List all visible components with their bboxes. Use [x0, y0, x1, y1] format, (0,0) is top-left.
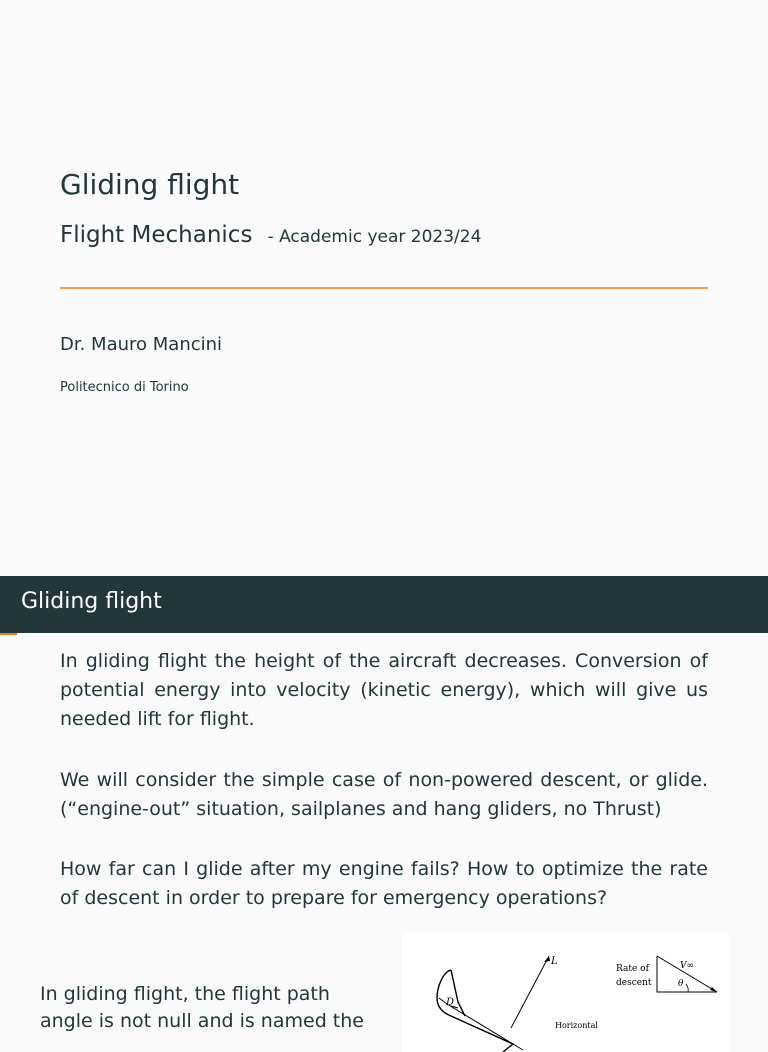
- column-text-flight-path-angle: In gliding flight, the flight path angle is not null and is named the: [40, 983, 364, 1032]
- lift-arrowhead: [544, 956, 550, 962]
- paragraph-non-powered-descent: We will consider the simple case of non-powered descent, or glide. (“engine-out” situation, sailplanes and hang gliders, no Thrust): [60, 769, 708, 820]
- rate-label-2: descent: [616, 978, 652, 988]
- theta-label: θ: [678, 979, 684, 989]
- academic-year: - Academic year 2023/24: [267, 227, 482, 247]
- presentation-title: Gliding flight: [60, 168, 240, 201]
- theta-arc: [686, 984, 688, 992]
- presentation-subtitle: Flight Mechanics: [60, 222, 253, 248]
- velocity-label: V∞: [680, 961, 694, 971]
- frame-title-bar: [0, 576, 768, 633]
- content-slide: [0, 576, 768, 1032]
- institute-name: Politecnico di Torino: [60, 380, 189, 395]
- subtitle-row: [60, 222, 481, 248]
- drag-label: D: [446, 997, 455, 1008]
- paragraph-energy-conversion: In gliding flight the height of the aircraft decreases. Conversion of potential energy into velocity (kinetic energy), which will give us needed lift for flight.: [60, 650, 708, 730]
- velocity-arrowhead: [710, 987, 717, 992]
- title-separator-rule: [60, 287, 708, 289]
- rate-label-1: Rate of: [616, 964, 649, 974]
- author-name: Dr. Mauro Mancini: [60, 334, 223, 355]
- horizontal-label: Horizontal: [555, 1021, 598, 1030]
- progress-bar: [0, 633, 17, 635]
- lift-label: L: [551, 956, 558, 967]
- lift-vector: [511, 956, 549, 1028]
- glider-outline: [437, 970, 513, 1052]
- frame-title: Gliding flight: [21, 589, 162, 614]
- glider-forces-diagram: [403, 932, 729, 1052]
- glider-forces-figure: [403, 932, 729, 1052]
- paragraph-glide-questions: How far can I glide after my engine fails? How to optimize the rate of descent in order to prepare for emergency operations?: [60, 858, 708, 909]
